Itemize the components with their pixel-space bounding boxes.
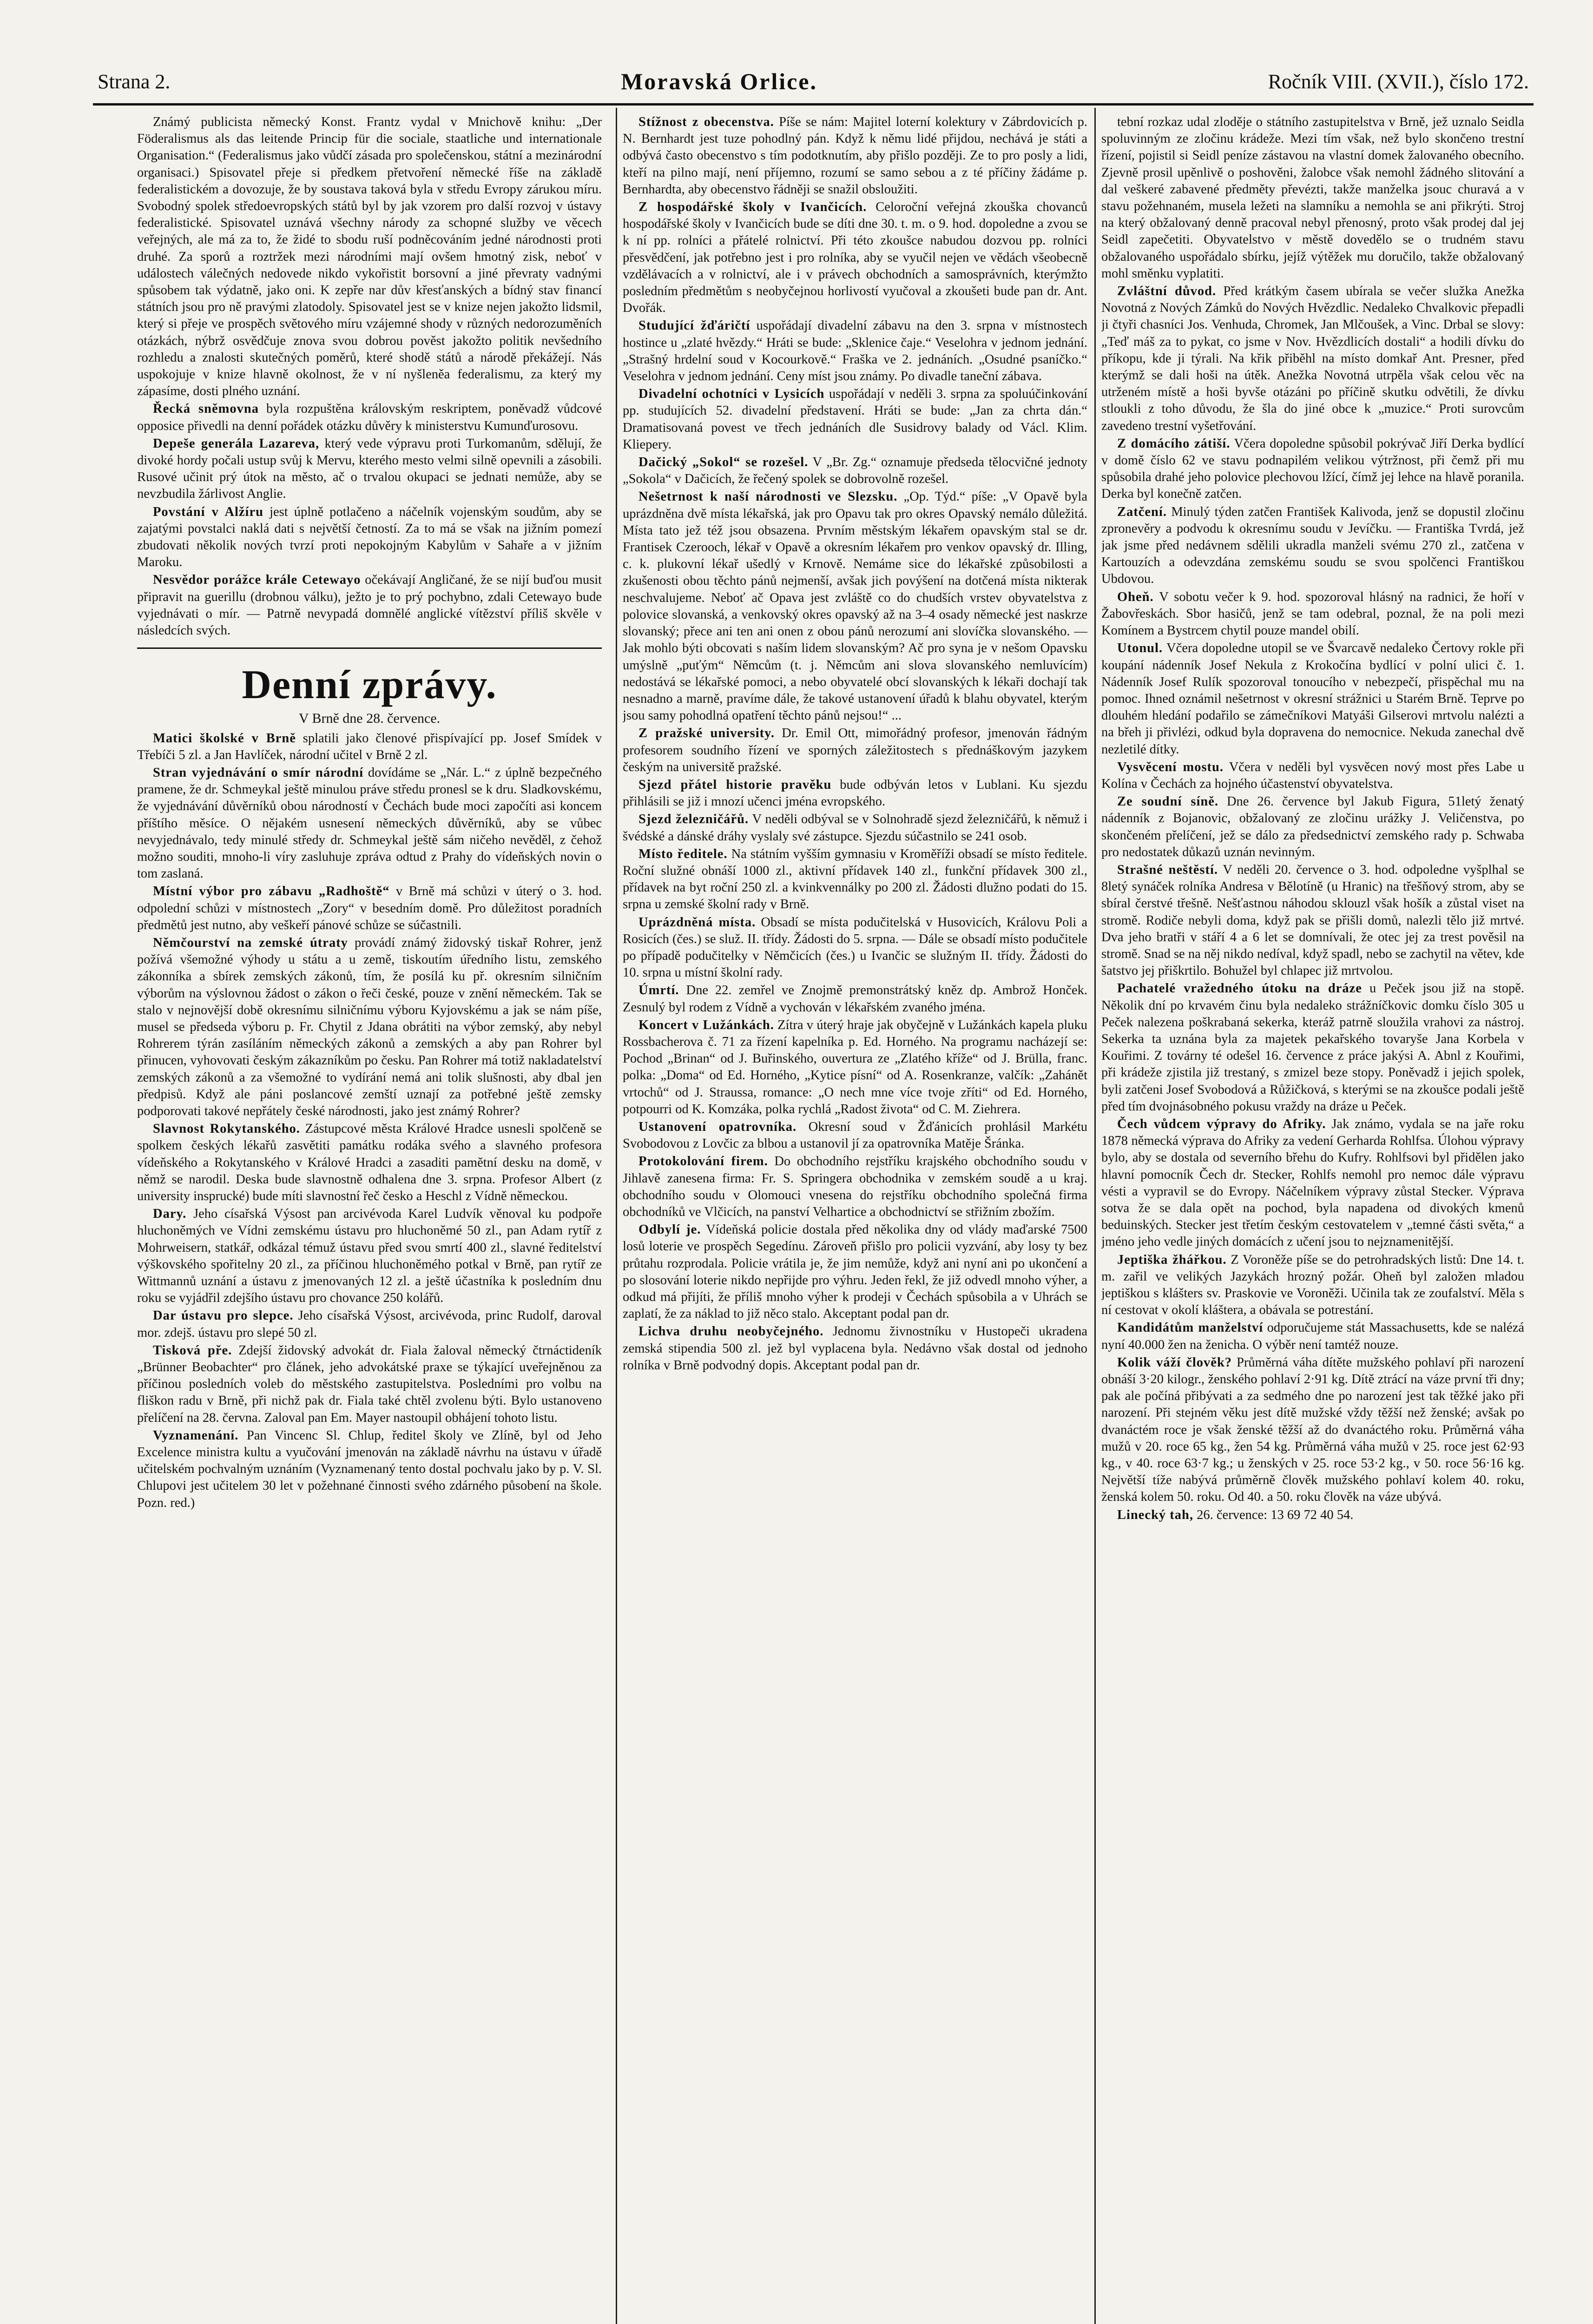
- news-text: Včera v neděli byl vysvěcen nový most přes Labe u Kolína v Čechách za hojného účastenství obyvatelstva.: [1101, 759, 1524, 791]
- news-text: V „Br. Zg.“ oznamuje předseda tělocvičné jednoty „Sokola“ v Dačicích, že řečený spolek se dobrovolně rozešel.: [623, 455, 1087, 487]
- news-text: V sobotu večer k 9. hod. spozoroval hlásný na radnici, že hoří v Žabovřeskách. Sbor hasičů, jenž se tam odebral, poznal, že na poli mezi Komínem a Bystrcem chytil pouze mandel obilí.: [1101, 589, 1524, 638]
- news-headline: Kandidátům manželství: [1117, 1320, 1264, 1335]
- column-3: [1101, 114, 1524, 2324]
- foreign-news: [137, 114, 602, 639]
- daily-news-end: [1101, 114, 1524, 1524]
- news-text: Jeho císařská Výsost pan arcivévoda Karel Ludvík věnoval ku podpoře hluchoněmých ve Vídni zemskému ústavu pro hluchoněmé 50 zl., pan Adam rytíř z Mohrweisern, statkář, odkázal témuž ústavu před svou smrtí 400 zl., slavné ředitelství výškovského spořitelny 20 zl., za příčinou hluchoněmého potkal v Brně, pan rytíř ze Wittmannů uznání a ústavu z jmenovaných 12 zl. a ještě účastníka k posledním dnu roku se vyjádřil zdejšího ústavu pro chovance 250 kolářů.: [137, 1207, 602, 1306]
- news-headline: Zatčení.: [1117, 504, 1167, 519]
- news-text: Obsadí se místa podučitelská v Husovicích, Královu Poli a Rosicích (čes.) se služ. II. třídy. Žádosti do 5. srpna. — Dále se obsadí místo podučitele po případě podučitelky v Němčicích (čes.) u Ivančic se služným II. třídy. Žádosti do 10. srpna u místní školní rady.: [623, 915, 1087, 980]
- news-text: „Op. Týd.“ píše: „V Opavě byla uprázdněna dvě místa lékařská, jak pro Opavu tak pro okres Opavský nemálo důležitá. Místa tato jež též jsou obsazena. Prvním městským lékařem opavským stal se dr. Frantisek Czerooch, lékař v Opavě a okresním lékařem pro venkov opavský dr. Illing, c. k. plukovní lékař ušedlý v Krnově. Nemáme sice do lékařské způsobilosti a zkušenosti obou těchto pánů nejmenší, avšak jich povýšení na dotčená místa nikterak neschvalujeme. Neboť ač Opava jest zvláště co do chudších vrstev obyvatelstva z polovice slovanská, a venkovský okres opavský až na 3–4 osady německé jest naskrze slovanský; přece ani ten ani onen z obou pánů nerozumí ani slovíčka slovanského. — Jak mohlo býti obcovati s naším lidem slovanským? Ač pro syna je v nešom Opavsku umýslně „puťým“ Němcům (t. j. Němcům ani slova slovanského nemluvícím) nedostává se lékařské pomoci, a nebo obyvatelé obcí slovanských k lékaři dochají tak nesnadno a marně, pravíme dále, že takové ustanovení úřadů k blahu obyvatel, kterým jsou samy pohodlná opatření těchto pánů nejsou!“ ...: [623, 489, 1087, 723]
- news-item: [1101, 1252, 1524, 1319]
- news-item: [623, 199, 1087, 317]
- news-text: bude odbýván letos v Lublani. Ku sjezdu přihlásili se již i mnozí učenci jména evropského.: [623, 777, 1087, 809]
- header-rule: [93, 103, 1534, 106]
- news-text: Jeho císařská Výsost, arcivévoda, princ Rudolf, daroval mor. zdejš. ústavu pro slepé 50 zl.: [137, 1308, 602, 1340]
- news-item: [137, 572, 602, 639]
- news-item: [137, 504, 602, 571]
- news-text: uspořádají v neděli 3. srpna za spoluúčinkování pp. studujících 52. divadelní představení. Hráti se bude: „Jan za chrta dán.“ Dramatisovaná povest ve třech jednáních dle Susidrovy balady od Václ. Klim. Kliepery.: [623, 387, 1087, 452]
- news-text: Minulý týden zatčen František Kalivoda, jenž se dopustil zločinu zpronevěry a podvodu k okresnímu soudu v Jevíčku. — Františka Tvrdá, jež jak jsme před nedávnem sdělili ukradla manželi svému 270 zl., zatčena v Kartouzích a odevzdána zemskému soudu se svou spolčenci Františkou Ubdovou.: [1101, 504, 1524, 587]
- news-headline: Sjezd přátel historie pravěku: [639, 777, 832, 792]
- news-text: Do obchodního rejstříku krajského obchodního soudu v Jihlavě zanesena firma: Fr. S. Springera obchodnika v zemském soudě a u kraj. obchodního soudu v Olomouci vnesena do rejstříku obchodního společná firma obchodníků ve Vlčicích, na panství Velhartice a obchodnictví se střižním zbožím.: [623, 1154, 1087, 1219]
- news-headline: Studující žďáričtí: [639, 318, 750, 333]
- news-text: dovídáme se „Nár. L.“ z úplně bezpečného pramene, že dr. Schmeykal ještě minulou práve středu pronesl se k dru. Sladkovskému, že vyjednávání důvěrníků obou národností v Čechách bude moci započíti asi koncem příštího měsíce. O nějakém usnesení německých důvěrníků, aby se vůbec nevyjednávalo, tedy minulé středy dr. Schmeykal ještě sám ničeho nevěděl, z čehož možno souditi, mnoho-li víry zasluhuje zpráva odtud z Prahy do vídeňských novin o tom zaslaná.: [137, 765, 602, 881]
- news-text: 26. července: 13 69 72 40 54.: [1197, 1507, 1354, 1522]
- news-item: [1101, 283, 1524, 435]
- news-item: [137, 883, 602, 934]
- news-text: splatili jako členové přispívající pp. Josef Smídek v Třebíči 5 zl. a Jan Havlíček, národní učitel v Brně 2 zl.: [137, 731, 602, 762]
- news-text: V neděli 20. července o 3. hod. odpoledne vyšplhal se 8letý synáček rolníka Andresa v Bělotíně (u Hranic) na třešňový strom, aby se sbíral čerstvé třešně. Nešťastnou náhodou sklouzl však hošík a zůstal viset na stromě. Rodiče nebyli doma, když pak se přišli domů, nalezli tělo již mrtvé. Dva jeho bratři v stáří 4 a 6 let se domnívali, že otec jej za trest pověsil na stromě. Snad se na něj nikdo nedíval, když spadl, nebo se zachytil na větev, kde šatstvo jej přiškrtilo. Bohužel byl chlapec již mrtvolou.: [1101, 862, 1524, 978]
- news-item: [1101, 114, 1524, 282]
- news-headline: Úmrtí.: [639, 983, 679, 998]
- news-headline: Ze soudní síně.: [1117, 794, 1219, 809]
- news-text: očekávají Angličané, že se nijí buďou musit připravit na guerillu (drobnou válku), ježto je to prý pochybno, zdali Cetewayo bude vyjednávati o mír. — Patrně nevypadá domnělé anglické vítězství příliš skvěle v následcích svých.: [137, 573, 602, 638]
- news-headline: Z hospodářské školy v Ivančicích.: [639, 200, 867, 215]
- news-headline: Místo ředitele.: [639, 846, 728, 861]
- news-item: [1101, 759, 1524, 792]
- news-headline: Depeše generála Lazareva,: [153, 436, 320, 451]
- news-headline: Protokolování firem.: [639, 1154, 768, 1169]
- news-item: [137, 114, 602, 400]
- news-item: [623, 725, 1087, 776]
- news-text: Před krátkým časem ubírala se večer služka Anežka Novotná z Nových Zámků do Nových Hvězdlic. Nedaleko Chvalkovic přepadli ji čtyři chasníci Jos. Venhuda, Chromek, Jan Mlčoušek, a Vinc. Drbal se slovy: „Teď máš za to pykat, co jsme v Nov. Hvězdlicích dostali“ a hodili dívku do příkopu, kde ji týrali. Na křik přiběhl na místo domkař Ant. Presner, před kterýmž se dali hoši na útěk. Anežka Novotná utrpěla však celou věc na utrženém místě a hoši byvše otázáni po příčině skutku odvětili, že dívku stloukli z toho důvodu, že šla do jiné obce k „muzice.“ Proti surovcům zavedeno trestní vyšetřování.: [1101, 284, 1524, 433]
- news-headline: Pachatelé vražedného útoku na dráze: [1117, 981, 1362, 996]
- news-item: [1101, 1354, 1524, 1506]
- column-divider-1: [616, 108, 617, 2324]
- section-rule: [137, 647, 602, 649]
- news-headline: Stížnost z obecenstva.: [639, 115, 774, 129]
- news-item: [1101, 980, 1524, 1115]
- news-headline: Slavnost Rokytanského.: [153, 1122, 300, 1136]
- news-item: [1101, 793, 1524, 861]
- news-text: Na státním vyšším gymnasiu v Kroměříži obsadí se místo ředitele. Roční služné obnáší 1000 zl., aktivní přídavek 140 zl., funkční přídavek 300 zl., přídavek na byt roční 250 zl. a kvinkvennálky po 200 zl. Žádosti dlužno podati do 15. srpna u zemské školní rady v Brně.: [623, 846, 1087, 912]
- news-item: [623, 1323, 1087, 1374]
- news-item: [137, 401, 602, 434]
- news-headline: Strašné neštěstí.: [1117, 862, 1218, 877]
- news-item: [137, 765, 602, 882]
- news-headline: Povstání v Alžíru: [153, 504, 263, 519]
- news-text: v Brně má schůzi v úterý o 3. hod. odpolední schůzi v místnostech „Zory“ v besedním domě. Pro důležitost poradních předmětů jest nutno, aby veškeří pánové schůze se súčastnili.: [137, 884, 602, 932]
- news-headline: Řecká sněmovna: [153, 402, 259, 416]
- news-text: Pan Vincenc Sl. Chlup, ředitel školy ve Zlíně, byl od Jeho Excelence ministra kultu a vyučování jmenován na základě návrhu na ústavu v úřadě učitelském pochvalným uznáním (Vyznamenaný tento dostal pochvalu jako by p. V. Sl. Chlupovi jest učitelem 30 let v požehnané činnosti svého zdárného působení na škole. Pozn. red.): [137, 1428, 602, 1510]
- dateline: V Brně dne 28. července.: [298, 711, 441, 726]
- news-item: [623, 1119, 1087, 1152]
- news-text: u Peček jsou již na stopě. Několik dní po krvavém činu byla nedaleko strážníčkovic domku číslo 305 u Peček nalezena poškrabaná sekerka, kteráž patrně sloužila vrahovi za nástroj. Sekerka ta uznána byla za majetek pekařského tovaryše Jana Korbela v Kouřimi. Z továrny té odešel 16. července z práce jakýsi A. Abnl z Kouřimi, při krádeže zjistila již trestaný, s zmizel beze stopy. Poněvadž i jejich spolek, byli zatčeni Josef Svobodová a Růžičková, s kterými se na zkoušce podali ještě před tím dvojnásobného pokusu vraždy na dráze u Peček.: [1101, 981, 1524, 1114]
- news-headline: Dar ústavu pro slepce.: [153, 1308, 294, 1323]
- news-item: [623, 982, 1087, 1016]
- news-headline: Vyznamenání.: [153, 1428, 239, 1443]
- news-text: Z Voroněže píše se do petrohradských listů: Dne 14. t. m. zařil ve velikých Jazykách hrozný požár. Oheň byl založen mladou jeptiškou s klášters sv. Praskovie ve Voroněži. Učinila tak ze zoufalství. Měla s ní cestovat v okolí kláštera, a obávala se potrestání.: [1101, 1252, 1524, 1318]
- news-headline: Kolik váží člověk?: [1117, 1355, 1232, 1370]
- news-item: [623, 1153, 1087, 1221]
- news-headline: Zvláštní důvod.: [1117, 284, 1217, 299]
- news-headline: Sjezd železničářů.: [639, 812, 749, 827]
- news-text: Jak známo, vydala se na jaře roku 1878 německá výprava do Afriky za vedení Gerharda Rohlfsa. Úlohou výpravy bylo, aby se dostala od severního břehu do Kufry. Rohlfsovi byl přidělen jako hlavní pomocník Čech dr. Stecker, Rohlfs nemohl pro nemoc dále výpravu vésti a vypravil se do Evropy. Náčelníkem výpravy zůstal Stecker. Výprava sotva že se dala opět na pochod, byla napadena od divokých kmenů beduinských. Stecker jest třetím českým cestovatelem v „temné části světa,“ a jméno jeho vedle jiných domácích z učení jsou to nejznamenitější.: [1101, 1116, 1524, 1249]
- news-item: [137, 1206, 602, 1307]
- news-text: Včera dopoledne spůsobil pokrývač Jiří Derka bydlící v domě číslo 62 ve stavu podnapilém velikou výtržnost, při čemž při mu spůsobila drahé jeho polovice plechovou lžící, čímž jej lehce na hlavě poranila. Derka byl konečně zatčen.: [1101, 436, 1524, 502]
- news-headline: Němčourství na zemské útraty: [153, 935, 348, 950]
- news-headline: Dary.: [153, 1207, 187, 1221]
- news-headline: Lichva druhu neobyčejného.: [639, 1324, 824, 1339]
- news-item: [137, 1121, 602, 1205]
- column-divider-2: [1094, 108, 1096, 2324]
- news-headline: Divadelní ochotníci v Lysicích: [639, 387, 825, 402]
- daily-news-continued: [623, 114, 1087, 1374]
- news-text: odporučujeme stát Massachusetts, kde se nalézá nyní 40.000 žen na ženicha. O výběr není tamtéž nouze.: [1101, 1320, 1524, 1352]
- news-item: [1101, 640, 1524, 758]
- page-header: [98, 65, 1529, 98]
- daily-news-start: [137, 730, 602, 1512]
- news-headline: Nesvědor porážce krále Cetewayo: [153, 573, 361, 588]
- news-item: [137, 1307, 602, 1341]
- news-text: jest úplně potlačeno a náčelník vojenským soudům, aby se zajatými povstalci naklá dati s největší četností. Za to má se však na jižním pomezí zbudovati několik nových tvrzí proti nepokojným Kabylům v Sahaře a v jižním Maroku.: [137, 504, 602, 570]
- news-text: uspořádají divadelní zábavu na den 3. srpna v místnostech hostince u „zlaté hvězdy.“ Hráti se bude: „Sklenice čaje.“ Veselohra v jednom jednání. „Strašný hrdelní soud v Kocourkově.“ Fraška ve 2. jednáních. „Osudné psaníčko.“ Veselohra v jednom jednání. Ceny míst jsou známy. Po divadle taneční zábava.: [623, 318, 1087, 384]
- news-text: byla rozpuštěna královským reskriptem, poněvadž vůdcové opposice přivedli na denní pořádek otázku důvěry k ministerstvu Kumunďurosovu.: [137, 402, 602, 433]
- news-item: [1101, 589, 1524, 640]
- news-text: Zdejší židovský advokát dr. Fiala žaloval německý čtrnáctideník „Brünner Beobachter“ pro článek, jeho advokátské praxe se týkající uveřejněnou za příčinou posledních voleb do městského zastupitelstva. Posledními pro volbu na fliškon radu v Brně, při nichž pak dr. Fiala také chtěl zvolenu býti. Bylo ustanoveno přelíčení na 28. června. Zaloval pan Em. Mayer nastoupil obhájení tohoto listu.: [137, 1343, 602, 1425]
- news-text: Známý publicista německý Konst. Frantz vydal v Mnichově knihu: „Der Föderalismus als das leitende Princip für die sociale, staatliche und internationale Organisation.“ (Federalismus jako vůdčí zásada pro společenskou, státní a mezinárodní organisaci.) Spisovatel přeje si předkem přetvoření německé říše na základě federalistickém a dovozuje, že by soustava taková byla v středu Evropy zárukou míru. Svobodný spolek středoevropských států byl by jak vzorem pro další rozvoj v ústavy federalistické. Spisovatel uznává všechny národy za schopné služby ve věcech veřejných, ale má za to, že židé to sbodu ruší podněcováním jedné národnosti proti druhé. Za sporů a roztržek mezi národními mají ovšem hmotný zisk, neboť v událostech válečných nedovede nikdo vykořistit borsovní a jiné převraty vadnými spůsobem tak výdatně, jako oni. K zepře nar dův křesťanských a bídný stav financí státních jsou pro ně pravými zlatodoly. Spisovatel jest se v knize nejen jakožto lidsmil, který si přeje ve prospěch světového míru vzájemné shody v různých nedorozuměních otázkách, nýbrž osvědčuje znova svou dobrou pověst jakožto politik nevšedního rozhledu a znalosti skutečných poměrů, které shodě států a národě překážejí. Nás uspokojuje v knize hlavně okolnost, že v ní nyšleněa federalismu, za který my zápasíme, dosti plného uznání.: [137, 115, 602, 399]
- news-item: [623, 386, 1087, 453]
- news-item: [137, 935, 602, 1120]
- news-item: [137, 436, 602, 503]
- news-headline: Odbylí je.: [639, 1222, 701, 1237]
- news-text: Dne 22. zemřel ve Znojmě premonstrátský kněz dp. Ambrož Honček. Zesnulý byl rodem z Vídně a vychován v lékařském zvaného jména.: [623, 983, 1087, 1015]
- issue-info: Ročník VIII. (XVII.), číslo 172.: [1268, 70, 1529, 93]
- news-item: [137, 1342, 602, 1426]
- news-text: Vídeňská policie dostala před několika dny od vlády maďarské 7500 losů loterie ve prospěch Segedínu. Zároveň přišlo pro policii vyzvání, aby losy ty bez průtahu rozprodala. Policie vrátila je, že jim nemůže, když ani nyní ani po ukončení a po slosování loterie nikdo nepřijde pro výhru. Jeden řekl, že již odvedl mnoho výher, a odkud má přijíti, že příliš mnoho výher k prodeji v Čechách spůsobila a v Uhrách se zaplatí, že za náklad to již něco stalo. Akceptant podal pan dr.: [623, 1222, 1087, 1321]
- news-item: [623, 114, 1087, 198]
- news-headline: Tisková pře.: [153, 1343, 232, 1358]
- news-item: [1101, 1507, 1524, 1524]
- column-1: [137, 114, 602, 2324]
- section-title: Denní zprávy.: [242, 662, 497, 708]
- news-headline: Z domácího zátiší.: [1117, 436, 1231, 451]
- news-item: [623, 811, 1087, 845]
- news-item: [1101, 1320, 1524, 1353]
- news-text: tební rozkaz udal zloděje o státního zastupitelstva v Brně, jež uznalo Seidla spoluvinným ze zločinu krádeže. Mezi tím však, než bylo skončeno trestní řízení, pojistil si Seidl peníze zástavou na vlastní domek žalovaného obecního. Zjevně prosil upěnlivě o poshověni, žalobce však nemohl žádného slitování a dal veškeré zabavené předměty převézti, takže manželka jsouc churavá a v stavu požehnaném, musela ležeti na slamníku a nemohla se ani přikrýti. Stroj na který obžalovaný denně pracoval nebyl přenosný, proto však prodej dal jej Seidl zapečetiti. Obyvatelstvo v městě dovedělo se o trudném stavu obžalovaného uspořádalo sbírku, jejíž výtěžek mu doručilo, takže obžalovaný mohl směnku vyplatiti.: [1101, 115, 1524, 281]
- news-item: [623, 454, 1087, 488]
- news-headline: Stran vyjednávání o smír národní: [153, 765, 364, 780]
- news-item: [1101, 1116, 1524, 1251]
- news-item: [623, 489, 1087, 724]
- news-headline: Z pražské university.: [639, 726, 775, 741]
- news-headline: Koncert v Lužánkách.: [639, 1017, 774, 1032]
- column-2: [623, 114, 1087, 2324]
- news-headline: Matici školské v Brně: [153, 731, 296, 746]
- page-number: Strana 2.: [98, 70, 171, 93]
- news-headline: Vysvěcení mostu.: [1117, 759, 1224, 774]
- news-headline: Nešetrnost k naší národnosti ve Slezsku.: [639, 489, 898, 504]
- news-headline: Místní výbor pro zábavu „Radhoště“: [153, 884, 390, 899]
- news-headline: Linecký tah,: [1117, 1507, 1194, 1522]
- news-item: [623, 1221, 1087, 1322]
- news-headline: Čech vůdcem výpravy do Afriky.: [1117, 1116, 1326, 1131]
- news-text: Zástupcové města Králové Hradce usnesli spolčeně se spolkem českých lékařů zasvětiti památku rodáka svého a slavného profesora vídeňského a Rokytanského v Králové Hradci a zasaditi pamětní desku na domě, v němž se narodil. Deska bude slavnostně odhalena dne 3. srpna. Profesor Albert (z university insprucké) bude míti slavnostní řeč česko a Heschl z Vídně německou.: [137, 1122, 602, 1203]
- news-headline: Dačický „Sokol“ se rozešel.: [639, 455, 809, 470]
- news-text: Zítra v úterý hraje jak obyčejně v Lužánkách kapela pluku Rossbacherova č. 71 za řízení kapelníka p. Ed. Horného. Na programu nacházejí se: Pochod „Brinan“ od J. Buřinského, ouvertura ze „Zlatého kříže“ od J. Brüllа, franc. polka: „Doma“ od Ed. Horného, „Kytice písní“ od A. Rosenkranze, valčík: „Zahánět vrtochů“ od J. Straussa, romance: „O nech mne více tvoje zříti“ od Ed. Horného, potpourri od K. Komzáka, polka rychlá „Radost života“ od C. M. Ziehrera.: [623, 1017, 1087, 1116]
- news-item: [1101, 436, 1524, 503]
- news-text: Průměrná váha dítěte mužského pohlaví při narození obnáší 3·20 kilogr., ženského pohlaví 2·91 kg. Dítě ztrácí na váze první tři dny; pak ale počíná přibývati a za sedmého dne po narození jest tak těžké jako při narození. Při stejném věku jest dítě mužské vždy těžší než ženské; avšak po dvanáctém roce je však ženské těžší až do dvanáctého roku. Průměrná váha mužů v 20. roce 65 kg., žen 54 kg. Průměrná váha mužů v 25. roce jest 62·93 kg., v 40. roce 63·7 kg.; u ženských v 25. roce 53·2 kg., v 50. roce 56·16 kg. Největší tíže nabývá průměrně člověk mužského pohlaví kolem 40. roku, ženská kolem 50. roku. Od 40. a 50. roku člověk na váze ubývá.: [1101, 1355, 1524, 1505]
- news-text: Dr. Emil Ott, mimořádný profesor, jmenován řádným profesorem soudního řízení ve sporných záležitostech s přednáškovým jazykem českým na universitě pražské.: [623, 726, 1087, 774]
- news-text: Jednomu živnostníku v Hustopeči ukradena zemská stipendia 500 zl. jež byl vyplacena byla. Nedávno však dostal od jednoho rolníka v Brně podvodný dopis. Akceptant podal pan dr.: [623, 1324, 1087, 1373]
- news-text: který vede výpravu proti Turkomanům, sdělují, že divoké hordy počali ustup svůj k Mervu, kterého mesto velmi silně opevnili a zásobili. Rusové učinit prý útok na město, ač o trvalou okupaci se jednati nemůže, aby se nevzbudila žárlivost Anglie.: [137, 436, 602, 502]
- news-headline: Jeptiška žhářkou.: [1117, 1252, 1227, 1267]
- news-headline: Uprázdněná místa.: [639, 915, 756, 930]
- news-text: Včera dopoledne utopil se ve Švarcavě nedaleko Čertovy rokle při koupání nádenník Josef Nekula z Krokočína bydlící v polní ulici č. 1. Nádenník Josef Rulík spozoroval tonoucího v nebezpečí, přispěchal mu na pomoc. Ihned oznámil nešetrnost v okresní strážnici u Starém Brně. Teprve po dlouhém hledání podařilo se zámečníkovi Matyáši Gilserovi mrtvolu nalézti a na břeh ji přivlézi, odkud byla dopravena do nemocnice. Nekuda zanechal dvě nezletilé dítky.: [1101, 641, 1524, 757]
- news-item: [623, 914, 1087, 982]
- news-text: Okresní soud v Žďánicích prohlásil Markétu Svobodovou z Lovčic za blbou a ustanovil jí za opatrovníka Matěje Šránka.: [623, 1119, 1087, 1151]
- news-item: [623, 1017, 1087, 1118]
- news-item: [137, 1427, 602, 1512]
- news-text: V neděli odbýval se v Solnohradě sjezd železničářů, k němuž i švédské a dánské dráhy vyslaly své zástupce. Sjezdu súčastnilo se 241 osob.: [623, 812, 1087, 844]
- news-item: [137, 730, 602, 764]
- masthead: Moravská Orlice.: [621, 68, 817, 94]
- news-item: [623, 846, 1087, 913]
- news-headline: Ustanovení opatrovníka.: [639, 1119, 797, 1134]
- news-text: Dne 26. července byl Jakub Figura, 51letý ženatý nádenník z Bojanovic, obžalovaný ze zločinu urážky J. Veličenstva, po skončeném přelíčení, jež se dálo za předsednictví zemského rady p. Schwaba pro nedostatek důkazů uznán nevinným.: [1101, 794, 1524, 859]
- news-item: [1101, 504, 1524, 588]
- news-text: Celoroční veřejná zkouška chovanců hospodářské školy v Ivančicích bude se díti dne 30. t. m. o 9. hod. dopoledne a zvou se k ní pp. rolníci a přátelé rolnictví. Při této zkoušce nabudou dozvou pp. rolníci přesvědčení, jak potřebno jest i pro rolníka, aby se vyučil nejen ve vědách všeobecně vzdělávacích a v rolnictví, ale i v právech obchodních a samosprávních, kterýmžto posledním předmětům s neobyčejnou horlivostí vyučoval a zkoušeti bude pan dr. Ant. Dvořák.: [623, 200, 1087, 316]
- news-headline: Utonul.: [1117, 641, 1163, 656]
- news-headline: Oheň.: [1117, 589, 1154, 604]
- news-text: Píše se nám: Majitel loterní kolektury v Zábrdovicích p. N. Bernhardt jest tuze pohodlný pán. Když k němu lidé přijdou, nechává je státi a odbývá často obecenstvo s tím podotknutím, aby přišlo později. Ze to pro posly a lidi, kteří na pilno mají, není příjemno, rozumí se samo sebou a z té příčiny žádáme p. Bernhardta, aby obecenstvo řádněji se snažil obsloužiti.: [623, 115, 1087, 197]
- news-item: [1101, 862, 1524, 979]
- news-item: [623, 317, 1087, 385]
- news-text: provádí známý židovský tiskař Rohrer, jenž požívá všemožné výhody u státu a u země, tiskoutím úředního listu, zemského zákonníka a sbírek zemských zákonů, tím, že posílá ku př. okresním silničním výborům na výslovnou žádost o zákon o řeči české, pouze v znění německém. Tak se stalo v nejnovější době okresnímu silničnímu výboru Kyjovskému a jak se nám píše, musel se předseda výboru p. Fr. Chytil z Jdana obrátiti na výbor zemský, aby nebyl Rohrerem týrán zasíláním německých zákonů a zemských a aby pan Rohrer byl přinucen, vyhovovati českým zákazníkům po česku. Pan Rohrer má totiž nakladatelství zemských zákonů a za všemožné to vydírání nemá ani tolik slušnosti, aby dbal jen předpisů. Když ale páni poslancové zemští uznají za potřebné ještě zemsky podporovati takové nepřátely české národnosti, jako jest známý Rohrer?: [137, 935, 602, 1118]
- news-item: [623, 777, 1087, 810]
